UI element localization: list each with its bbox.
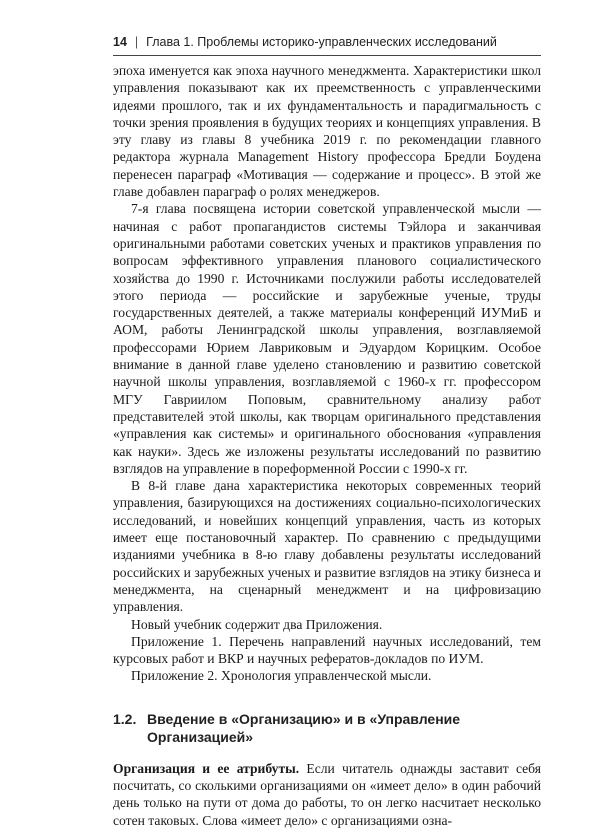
paragraph-appendix-2: Приложение 2. Хронология управленческой мысли. (131, 668, 432, 684)
page-number: 14 (113, 35, 127, 49)
header-separator: | (134, 35, 139, 49)
running-title: Глава 1. Проблемы историко-управленческих исследований (146, 35, 497, 49)
section-title: Введение в «Организацию» и в «Управление Организацией» (147, 710, 461, 745)
header-rule (113, 55, 541, 56)
paragraph-lead: Организация и ее атрибуты. (113, 760, 300, 776)
paragraph-appendix-1: Приложение 1. Перечень направлений научных исследований, тем курсовых работ и ВКР и научных рефератов-докладов по ИУМ. (113, 633, 541, 667)
running-header (113, 35, 543, 49)
section-heading (113, 710, 541, 746)
paragraph-text: Если читатель однажды заставит себя посчитать, со сколькими организациями он «имеет дело» в один рабочий день только на пути от дома до работы, то он легко насчитает несколько сотен таковых. Слова «имеет дело» с организациями озна- (113, 760, 542, 828)
paragraph-chapter-7: 7-я глава посвящена истории советской управленческой мысли — начиная с работ пропагандистов системы Тэйлора и заканчивая оригинальными работами советских ученых и практиков управления по вопросам эффективного управления планового социалистического хозяйства до 1990 г. Источниками послужили работы исследователей этого периода — российские и зарубежные ученые, труды государственных деятелей, а также материалы конференций ИУМиБ и АОМ, работы Ленинградской школы управления, возглавляемой профессорами Юрием Лавриковым и Эдуардом Корицким. Особое внимание в данной главе уделено становлению и развитию советской научной школы управления, возглавляемой с 1960-х гг. профессором МГУ Гавриилом Поповым, сравнительному анализу работ представителей этой школы, как творцам оригинального представления «управления как системы» и оригинального обоснования «управления как науки». Здесь же изложены результаты исследований по развитию взглядов на управление в пореформенной России с 1990-х гг. (113, 201, 541, 476)
section-number: 1.2. (113, 710, 137, 727)
paragraph-chapter-8: В 8-й главе дана характеристика некоторых современных теорий управления, базирующихся на достижениях социально-психологических исследований, и новейших концепций управления, часть из которых имеет еще постановочный характер. По сравнению с предыдущими изданиями учебника в 8-ю главу добавлены результаты исследований российских и зарубежных ученых и развитие взглядов на этику бизнеса и менеджмента, на сценарный менеджмент и на цифровизацию управления. (113, 478, 541, 615)
paragraph-organization (113, 760, 541, 829)
paragraph-continuation: эпоха именуется как эпоха научного менеджмента. Характеристики школ управления показывают как их преемственность с управленческими идеями прошлого, так и их фундаментальность и парадигмальность с точки зрения проявления в будущих теориях и концепциях управления. В эту главу из главы 8 учебника 2019 г. по рекомендации главного редактора журнала Management History профессора Бредли Боудена перенесен параграф «Мотивация — содержание и процесс». В этой же главе добавлен параграф о ролях менеджеров. (113, 63, 541, 200)
page-body (113, 62, 541, 829)
paragraph-appendices: Новый учебник содержит два Приложения. (131, 616, 383, 632)
